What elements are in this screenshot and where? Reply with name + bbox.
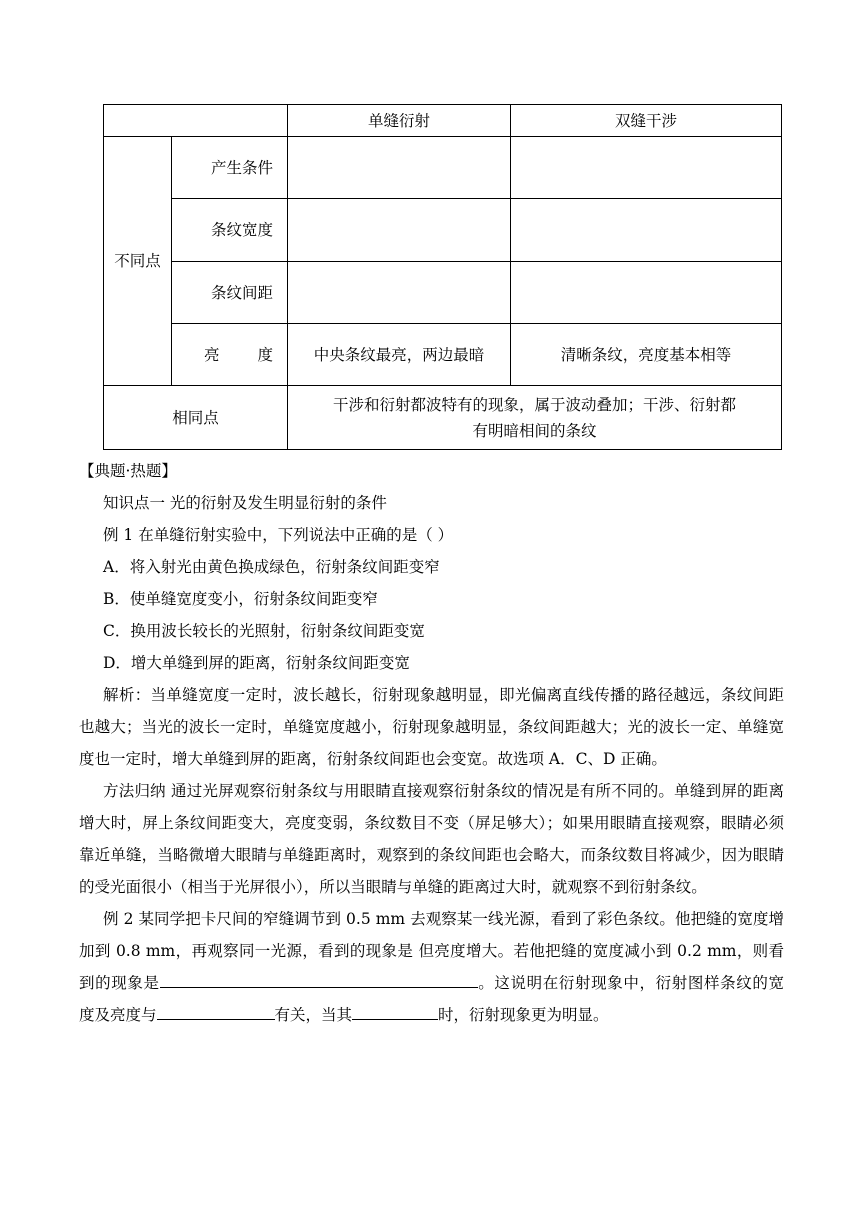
answer-blank-1[interactable]	[160, 969, 478, 988]
answer-blank-3[interactable]	[352, 1001, 438, 1020]
example1-option-a: A．将入射光由黄色换成绿色，衍射条纹间距变窄	[103, 558, 440, 576]
header-single-slit: 单缝衍射	[288, 105, 511, 137]
example2-part1: 例 2 某同学把卡尺间的窄缝调节到 0.5 mm 去观察某一线光源，看到了彩色条纹。他把缝的宽度增加到 0.8 mm，再观察同一光源，看到的现象是 但亮度增大。若他把缝的宽度减小到 0.2 mm，则看到的现象是	[79, 910, 784, 992]
header-blank-cell	[104, 105, 288, 137]
cell-single-width	[288, 199, 511, 262]
example1-method: 方法归纳 通过光屏观察衍射条纹与用眼睛直接观察衍射条纹的情况是有所不同的。单缝到屏的距离增大时，屏上条纹间距变大，亮度变弱，条纹数目不变（屏足够大）；如果用眼睛直接观察，眼睛必须靠近单缝，当略微增大眼睛与单缝距离时，观察到的条纹间距也会略大，而条纹数目将减少，因为眼睛的受光面很小（相当于光屏很小），所以当眼睛与单缝的距离过大时，就观察不到衍射条纹。	[79, 782, 784, 896]
brightness-label-a: 亮	[203, 345, 220, 364]
comparison-table	[103, 104, 782, 450]
common-text-line2: 有明暗相间的条纹	[472, 421, 597, 440]
table-row	[104, 199, 782, 262]
common-text	[288, 386, 782, 450]
cell-double-width	[511, 199, 782, 262]
example2-part3: 有关，当其	[274, 1006, 353, 1024]
table-row	[104, 137, 782, 199]
example1-option-c: C．换用波长较长的光照射，衍射条纹间距变宽	[103, 622, 425, 640]
example2-part4: 时，衍射现象更为明显。	[438, 1006, 609, 1024]
row-label-condition: 产生条件	[172, 137, 288, 199]
row-label-spacing: 条纹间距	[172, 262, 288, 324]
body-text	[79, 455, 784, 1031]
cell-double-spacing	[511, 262, 782, 324]
answer-blank-2[interactable]	[157, 1001, 275, 1020]
example1-option-b: B．使单缝宽度变小，衍射条纹间距变窄	[103, 590, 378, 608]
common-label: 相同点	[104, 386, 288, 450]
row-label-brightness	[172, 324, 288, 386]
example2-part2: 。这说明在衍射现象中，衍射图样条纹的宽度及亮度与	[79, 974, 784, 1024]
cell-single-condition	[288, 137, 511, 199]
table-header-row	[104, 105, 782, 137]
common-text-line1: 干涉和衍射都波特有的现象，属于波动叠加；干涉、衍射都	[332, 395, 736, 414]
table-row	[104, 262, 782, 324]
header-double-slit: 双缝干涉	[511, 105, 782, 137]
cell-single-spacing	[288, 262, 511, 324]
example1-option-d: D．增大单缝到屏的距离，衍射条纹间距变宽	[103, 654, 410, 672]
cell-single-brightness: 中央条纹最亮，两边最暗	[288, 324, 511, 386]
group-label-different: 不同点	[104, 137, 172, 386]
cell-double-brightness: 清晰条纹，亮度基本相等	[511, 324, 782, 386]
example1-analysis: 解析：当单缝宽度一定时，波长越长，衍射现象越明显，即光偏离直线传播的路径越远，条纹间距也越大；当光的波长一定时，单缝宽度越小，衍射现象越明显，条纹间距越大；光的波长一定、单缝宽度也一定时，增大单缝到屏的距离，衍射条纹间距也会变宽。故选项 A．C、D 正确。	[79, 686, 784, 768]
example1-question: 例 1 在单缝衍射实验中，下列说法中正确的是（ ）	[103, 526, 454, 544]
cell-double-condition	[511, 137, 782, 199]
row-label-width: 条纹宽度	[172, 199, 288, 262]
brightness-label-b: 度	[257, 345, 273, 364]
knowledge-point: 知识点一 光的衍射及发生明显衍射的条件	[103, 494, 387, 512]
table-row	[104, 386, 782, 450]
section-heading: 【典题·热题】	[79, 462, 177, 480]
table-row	[104, 324, 782, 386]
example2-text	[79, 903, 784, 1031]
